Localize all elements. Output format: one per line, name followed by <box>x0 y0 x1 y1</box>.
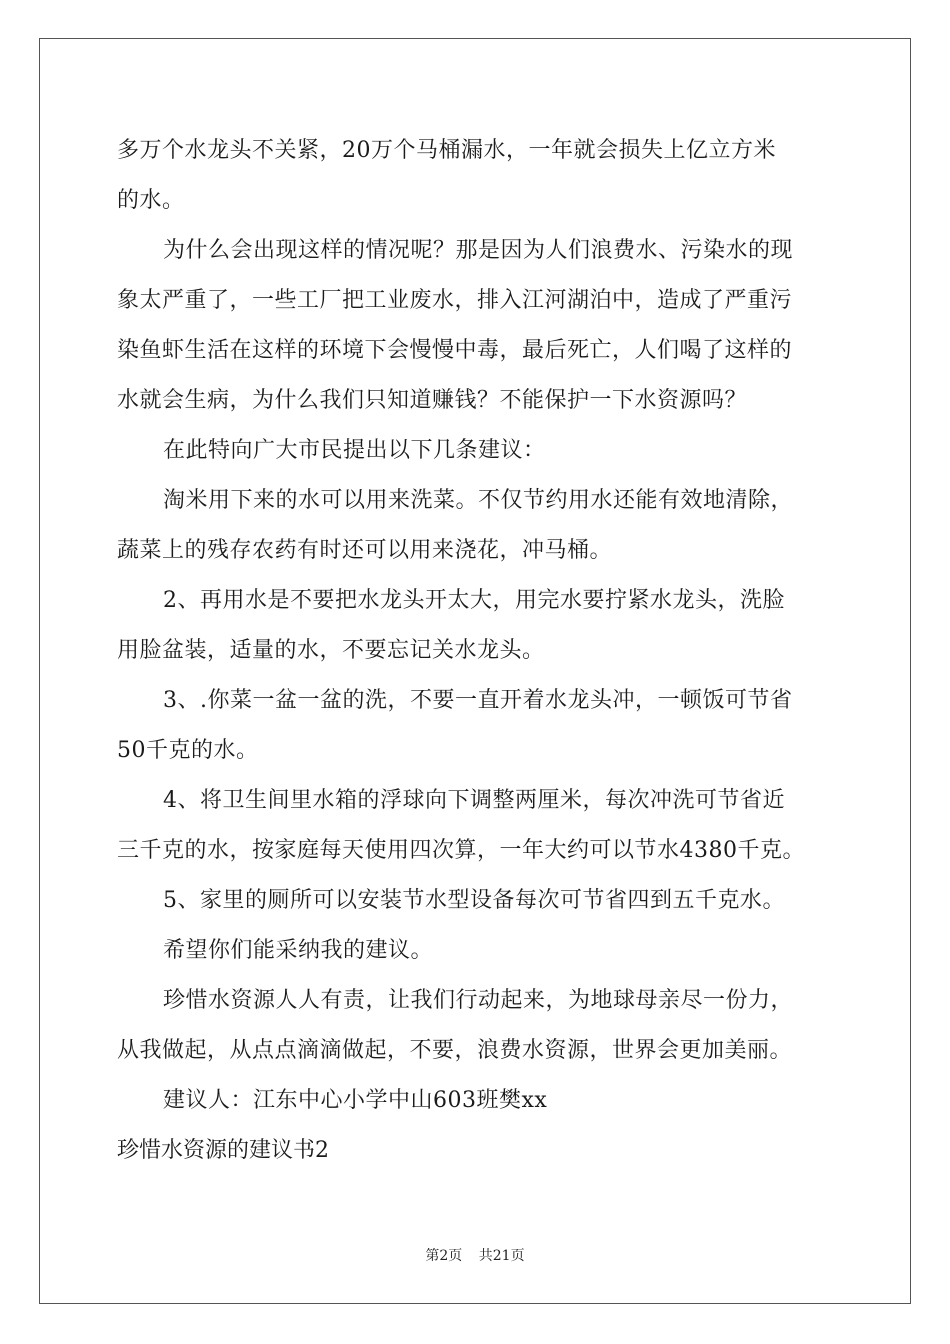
text-line-1: 多万个水龙头不关紧，20万个马桶漏水，一年就会损失上亿立方米 <box>117 138 776 163</box>
text-line-6: 水就会生病，为什么我们只知道赚钱？不能保护一下水资源吗？ <box>117 388 748 413</box>
text-line-11: 用脸盆装，适量的水，不要忘记关水龙头。 <box>117 638 545 663</box>
text-line-14: 4、将卫生间里水箱的浮球向下调整两厘米，每次冲洗可节省近 <box>163 788 785 813</box>
page-number: 第2页 <box>425 1248 463 1264</box>
text-line-8: 淘米用下来的水可以用来洗菜。不仅节约用水还能有效地清除， <box>163 488 794 513</box>
document-body <box>117 126 835 1176</box>
page-footer <box>0 1245 950 1265</box>
page-total: 共21页 <box>478 1248 525 1264</box>
text-line-12: 3、.你菜一盆一盆的洗，不要一直开着水龙头冲，一顿饭可节省 <box>163 688 793 713</box>
text-line-13: 50千克的水。 <box>117 738 259 763</box>
text-line-10: 2、再用水是不要把水龙头开太大，用完水要拧紧水龙头，洗脸 <box>163 588 785 613</box>
text-line-7: 在此特向广大市民提出以下几条建议： <box>163 438 546 463</box>
text-line-9: 蔬菜上的残存农药有时还可以用来浇花，冲马桶。 <box>117 538 613 563</box>
text-line-17: 希望你们能采纳我的建议。 <box>163 938 434 963</box>
text-line-2: 的水。 <box>117 188 185 213</box>
text-line-15: 三千克的水，按家庭每天使用四次算，一年大约可以节水4380千克。 <box>117 838 805 863</box>
text-line-5: 染鱼虾生活在这样的环境下会慢慢中毒，最后死亡，人们喝了这样的 <box>117 338 793 363</box>
text-line-4: 象太严重了，一些工厂把工业废水，排入江河湖泊中，造成了严重污 <box>117 288 793 313</box>
text-line-16: 5、家里的厕所可以安装节水型设备每次可节省四到五千克水。 <box>163 888 785 913</box>
next-section-title: 珍惜水资源的建议书2 <box>117 1138 329 1163</box>
signature-line: 建议人：江东中心小学中山603班樊xx <box>163 1088 548 1113</box>
text-line-3: 为什么会出现这样的情况呢？那是因为人们浪费水、污染水的现 <box>163 238 794 263</box>
text-line-18: 珍惜水资源人人有责，让我们行动起来，为地球母亲尽一份力， <box>163 988 794 1013</box>
text-line-19: 从我做起，从点点滴滴做起，不要，浪费水资源，世界会更加美丽。 <box>117 1038 793 1063</box>
